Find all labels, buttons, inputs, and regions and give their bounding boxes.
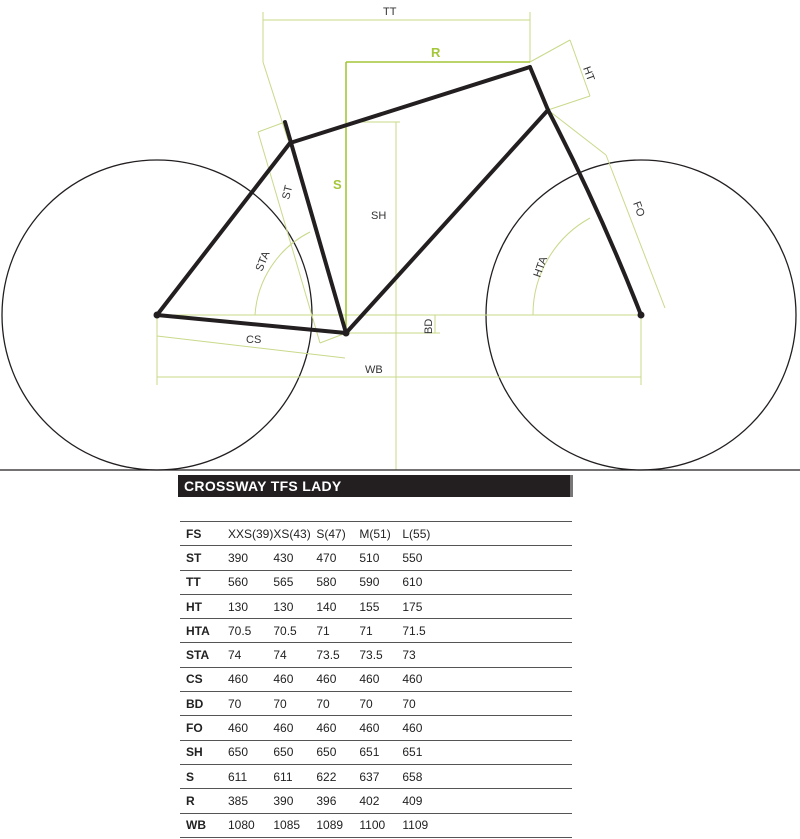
table-row xyxy=(180,764,572,788)
row-value: 658 xyxy=(402,764,445,788)
header-spacer xyxy=(445,522,572,546)
row-value: 385 xyxy=(228,789,273,813)
row-value: 70 xyxy=(316,692,359,716)
row-label: S xyxy=(180,764,228,788)
row-value: 1089 xyxy=(316,813,359,837)
label-fo: FO xyxy=(630,199,647,219)
label-tt: TT xyxy=(383,6,397,18)
row-value: 611 xyxy=(273,764,316,788)
row-value: 70 xyxy=(402,692,445,716)
row-value: 73.5 xyxy=(316,643,359,667)
row-value: 460 xyxy=(228,716,273,740)
row-value: 650 xyxy=(228,740,273,764)
row-value: 550 xyxy=(402,546,445,570)
row-label: SH xyxy=(180,740,228,764)
row-value: 510 xyxy=(359,546,402,570)
label-st: ST xyxy=(280,184,296,201)
row-value: 651 xyxy=(402,740,445,764)
table-row xyxy=(180,570,572,594)
row-label: WB xyxy=(180,813,228,837)
label-bd: BD xyxy=(423,318,435,334)
row-label: R xyxy=(180,789,228,813)
row-value: 460 xyxy=(316,716,359,740)
row-value: 460 xyxy=(402,667,445,691)
row-value: 1085 xyxy=(273,813,316,837)
row-value: 460 xyxy=(402,716,445,740)
row-value: 580 xyxy=(316,570,359,594)
table-row xyxy=(180,740,572,764)
row-value: 71 xyxy=(359,619,402,643)
header-size: XS(43) xyxy=(273,522,316,546)
table-row xyxy=(180,789,572,813)
row-value: 1109 xyxy=(402,813,445,837)
model-title: CROSSWAY TFS LADY xyxy=(184,478,342,494)
row-label: HT xyxy=(180,594,228,618)
row-value: 637 xyxy=(359,764,402,788)
table-header-row xyxy=(180,522,572,546)
row-value: 611 xyxy=(228,764,273,788)
label-s: S xyxy=(333,177,342,192)
header-size: S(47) xyxy=(316,522,359,546)
row-value: 460 xyxy=(359,716,402,740)
label-sta: STA xyxy=(253,249,273,274)
row-value: 74 xyxy=(228,643,273,667)
row-value: 560 xyxy=(228,570,273,594)
row-value: 71.5 xyxy=(402,619,445,643)
label-sh: SH xyxy=(371,210,387,222)
table-row xyxy=(180,546,572,570)
model-title-bar xyxy=(178,475,573,497)
row-value: 70 xyxy=(228,692,273,716)
row-value: 155 xyxy=(359,594,402,618)
chain-stay xyxy=(157,315,346,333)
row-value: 73.5 xyxy=(359,643,402,667)
row-spacer xyxy=(445,619,572,643)
table-row xyxy=(180,813,572,837)
row-value: 460 xyxy=(228,667,273,691)
bike-frame xyxy=(157,64,641,333)
row-spacer xyxy=(445,789,572,813)
row-label: TT xyxy=(180,570,228,594)
row-value: 390 xyxy=(273,789,316,813)
row-label: FO xyxy=(180,716,228,740)
row-value: 130 xyxy=(273,594,316,618)
head-tube xyxy=(530,67,548,110)
table-row xyxy=(180,716,572,740)
row-value: 1080 xyxy=(228,813,273,837)
label-cs: CS xyxy=(246,334,262,346)
row-spacer xyxy=(445,546,572,570)
row-value: 651 xyxy=(359,740,402,764)
reach-stack-lines xyxy=(346,62,530,333)
row-value: 74 xyxy=(273,643,316,667)
front-axle xyxy=(638,312,645,319)
row-value: 396 xyxy=(316,789,359,813)
table-row xyxy=(180,643,572,667)
table-row xyxy=(180,594,572,618)
header-label: FS xyxy=(180,522,228,546)
fork xyxy=(548,110,641,315)
row-value: 430 xyxy=(273,546,316,570)
row-label: CS xyxy=(180,667,228,691)
row-value: 1100 xyxy=(359,813,402,837)
row-spacer xyxy=(445,740,572,764)
row-value: 70.5 xyxy=(273,619,316,643)
row-value: 70 xyxy=(273,692,316,716)
row-value: 73 xyxy=(402,643,445,667)
row-value: 460 xyxy=(316,667,359,691)
row-value: 460 xyxy=(359,667,402,691)
label-ht: HT xyxy=(580,64,597,83)
row-value: 71 xyxy=(316,619,359,643)
header-size: M(51) xyxy=(359,522,402,546)
row-value: 565 xyxy=(273,570,316,594)
row-value: 130 xyxy=(228,594,273,618)
row-value: 402 xyxy=(359,789,402,813)
row-spacer xyxy=(445,643,572,667)
row-label: STA xyxy=(180,643,228,667)
table-row xyxy=(180,667,572,691)
table-row xyxy=(180,692,572,716)
row-label: HTA xyxy=(180,619,228,643)
top-tube xyxy=(290,67,530,143)
row-spacer xyxy=(445,813,572,837)
row-value: 470 xyxy=(316,546,359,570)
row-spacer xyxy=(445,570,572,594)
bottom-bracket xyxy=(343,330,350,337)
row-value: 409 xyxy=(402,789,445,813)
row-spacer xyxy=(445,594,572,618)
label-hta: HTA xyxy=(531,255,551,280)
rear-axle xyxy=(154,312,161,319)
header-size: L(55) xyxy=(402,522,445,546)
label-r: R xyxy=(431,45,441,60)
table-row xyxy=(180,619,572,643)
row-value: 622 xyxy=(316,764,359,788)
row-value: 650 xyxy=(316,740,359,764)
header-size: XXS(39) xyxy=(228,522,273,546)
row-value: 460 xyxy=(273,716,316,740)
seat-tube xyxy=(285,122,346,333)
row-spacer xyxy=(445,667,572,691)
geometry-table xyxy=(180,521,572,838)
row-value: 175 xyxy=(402,594,445,618)
row-value: 70 xyxy=(359,692,402,716)
row-value: 590 xyxy=(359,570,402,594)
row-value: 460 xyxy=(273,667,316,691)
row-label: ST xyxy=(180,546,228,570)
seat-stay xyxy=(157,143,290,315)
row-value: 140 xyxy=(316,594,359,618)
row-spacer xyxy=(445,764,572,788)
row-value: 610 xyxy=(402,570,445,594)
row-value: 650 xyxy=(273,740,316,764)
row-spacer xyxy=(445,716,572,740)
row-value: 70.5 xyxy=(228,619,273,643)
row-value: 390 xyxy=(228,546,273,570)
row-label: BD xyxy=(180,692,228,716)
label-wb: WB xyxy=(365,364,383,376)
row-spacer xyxy=(445,692,572,716)
